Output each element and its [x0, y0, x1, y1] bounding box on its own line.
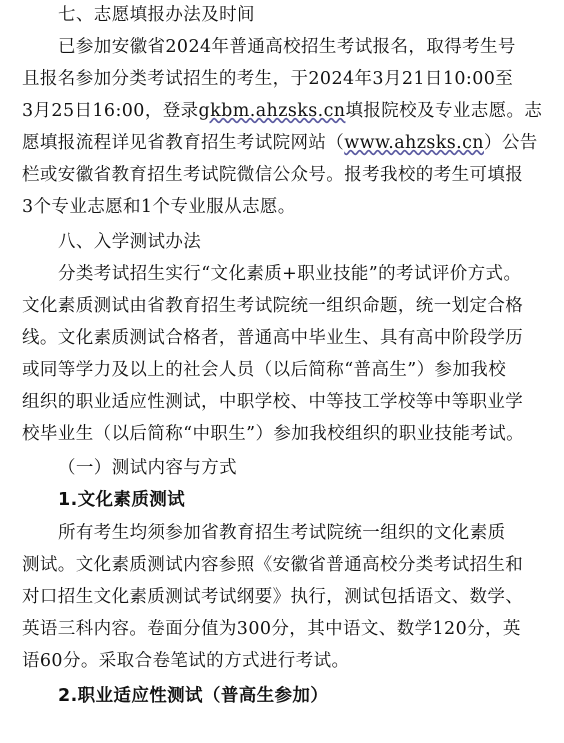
- text-fragment: ）公告: [483, 133, 538, 153]
- paragraph-line: 所有考生均须参加省教育招生考试院统一组织的文化素质: [58, 523, 506, 543]
- paragraph-line: 测试。文化素质测试内容参照《安徽省普通高校分类考试招生和: [22, 555, 524, 575]
- registration-site-link[interactable]: gkbm.ahzsks.cn: [198, 101, 346, 121]
- paragraph-line: 文化素质测试由省教育招生考试院统一组织命题，统一划定合格: [22, 296, 524, 316]
- paragraph-line: 校毕业生（以后简称“中职生”）参加我校组织的职业技能考试。: [22, 424, 524, 444]
- paragraph-line: 语60分。采取合卷笔试的方式进行考试。: [22, 651, 350, 671]
- section-heading-7: 七、志愿填报办法及时间: [58, 5, 255, 25]
- paragraph-line: 且报名参加分类考试招生的考生，于2024年3月21日10:00至: [22, 69, 514, 89]
- item-heading-aptitude-test: 2.职业适应性测试（普高生参加）: [58, 686, 329, 706]
- subsection-heading: （一）测试内容与方式: [58, 458, 237, 478]
- paragraph-line: 已参加安徽省2024年普通高校招生考试报名，取得考生号: [58, 37, 516, 57]
- paragraph-line: 组织的职业适应性测试，中职学校、中等技工学校等中等职业学: [22, 392, 524, 412]
- text-fragment: 3月25日16:00，登录: [22, 101, 199, 121]
- paragraph-line: 3个专业志愿和1个专业服从志愿。: [22, 197, 296, 217]
- paragraph-line: 栏或安徽省教育招生考试院微信公众号。报考我校的考生可填报: [22, 165, 524, 185]
- text-fragment: 愿填报流程详见省教育招生考试院网站（: [22, 133, 345, 153]
- paragraph-line: 英语三科内容。卷面分值为300分，其中语文、数学120分，英: [22, 619, 521, 639]
- paragraph-line: 或同等学力及以上的社会人员（以后简称“普高生”）参加我校: [22, 360, 507, 380]
- section-heading-8: 八、入学测试办法: [58, 232, 202, 252]
- paragraph-line: [22, 133, 552, 153]
- paragraph-line: [22, 101, 552, 121]
- text-fragment: 填报院校及专业志愿。志: [345, 101, 543, 121]
- item-heading-culture-test: 1.文化素质测试: [58, 490, 186, 510]
- paragraph-line: 对口招生文化素质测试考试纲要》执行，测试包括语文、数学、: [22, 587, 524, 607]
- paragraph-line: 分类考试招生实行“文化素质+职业技能”的考试评价方式。: [58, 264, 522, 284]
- exam-institute-website-link[interactable]: www.ahzsks.cn: [344, 133, 484, 153]
- paragraph-line: 线。文化素质测试合格者，普通高中毕业生、具有高中阶段学历: [22, 328, 524, 348]
